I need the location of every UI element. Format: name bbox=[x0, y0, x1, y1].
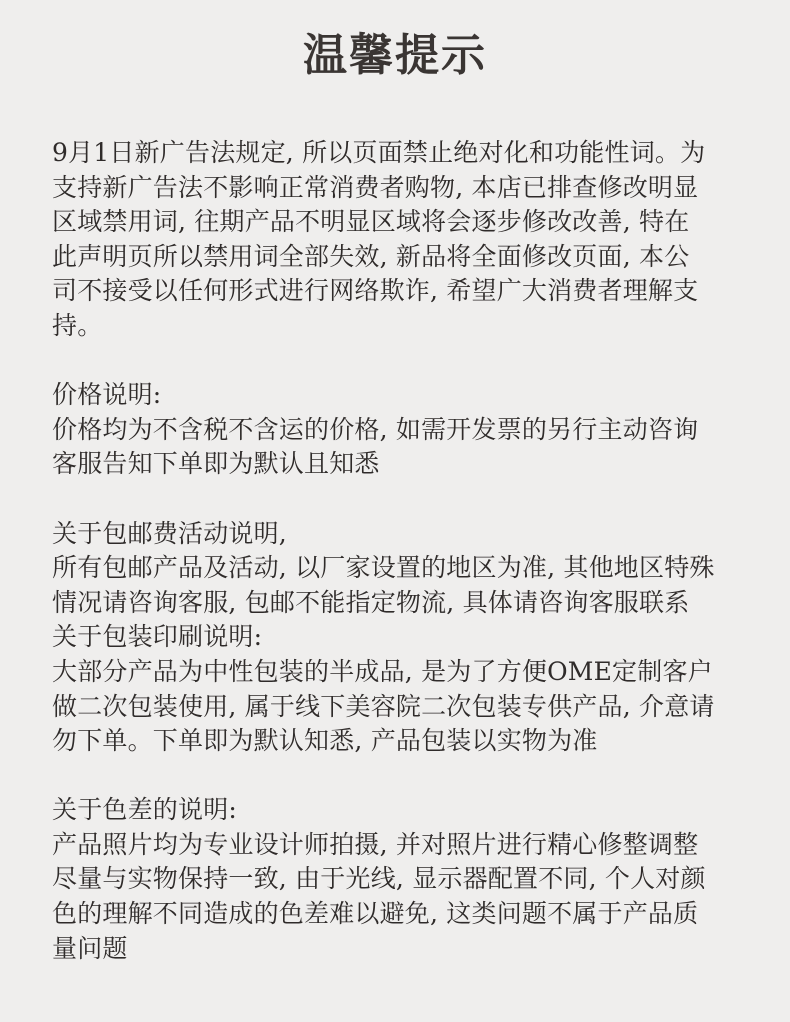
paragraph-gap bbox=[52, 759, 742, 794]
paragraph-gap bbox=[52, 482, 742, 517]
packaging-line: 大部分产品为中性包装的半成品, 是为了方便OME定制客户 bbox=[52, 656, 713, 686]
price-section bbox=[52, 378, 742, 482]
notice-line: 9月1日新广告法规定, 所以页面禁止绝对化和功能性词。为 bbox=[52, 138, 706, 167]
packaging-section bbox=[52, 620, 742, 758]
notice-line: 此声明页所以禁用词全部失效, 新品将全面修改页面, 本公 bbox=[52, 241, 690, 271]
price-heading: 价格说明: bbox=[52, 380, 162, 410]
price-line: 客服告知下单即为默认且知悉 bbox=[52, 449, 380, 479]
shipping-line: 情况请咨询客服, 包邮不能指定物流, 具体请咨询客服联系 bbox=[52, 587, 690, 617]
notice-section bbox=[52, 136, 742, 344]
packaging-heading: 关于包装印刷说明: bbox=[52, 622, 263, 652]
color-line: 尽量与实物保持一致, 由于光线, 显示器配置不同, 个人对颜 bbox=[52, 864, 706, 894]
packaging-line: 勿下单。下单即为默认知悉, 产品包装以实物为准 bbox=[52, 726, 598, 756]
notice-line: 持。 bbox=[52, 310, 103, 340]
price-line: 价格均为不含税不含运的价格, 如需开发票的另行主动咨询 bbox=[52, 414, 699, 444]
notice-line: 司不接受以任何形式进行网络欺诈, 希望广大消费者理解支 bbox=[52, 276, 699, 306]
notice-content bbox=[52, 136, 742, 966]
packaging-line: 做二次包装使用, 属于线下美容院二次包装专供产品, 介意请 bbox=[52, 691, 715, 721]
color-line: 量问题 bbox=[52, 933, 128, 963]
paragraph-gap bbox=[52, 344, 742, 379]
page-title: 温馨提示 bbox=[303, 30, 487, 81]
notice-line: 支持新广告法不影响正常消费者购物, 本店已排查修改明显 bbox=[52, 172, 699, 202]
color-line: 产品照片均为专业设计师拍摄, 并对照片进行精心修整调整 bbox=[52, 829, 699, 859]
color-line: 色的理解不同造成的色差难以避免, 这类问题不属于产品质 bbox=[52, 899, 699, 929]
notice-line: 区域禁用词, 往期产品不明显区域将会逐步修改改善, 特在 bbox=[52, 207, 690, 237]
color-heading: 关于色差的说明: bbox=[52, 795, 238, 825]
shipping-heading: 关于包邮费活动说明, bbox=[52, 518, 287, 548]
shipping-section bbox=[52, 517, 742, 621]
color-section bbox=[52, 793, 742, 966]
shipping-line: 所有包邮产品及活动, 以厂家设置的地区为准, 其他地区特殊 bbox=[52, 553, 715, 583]
